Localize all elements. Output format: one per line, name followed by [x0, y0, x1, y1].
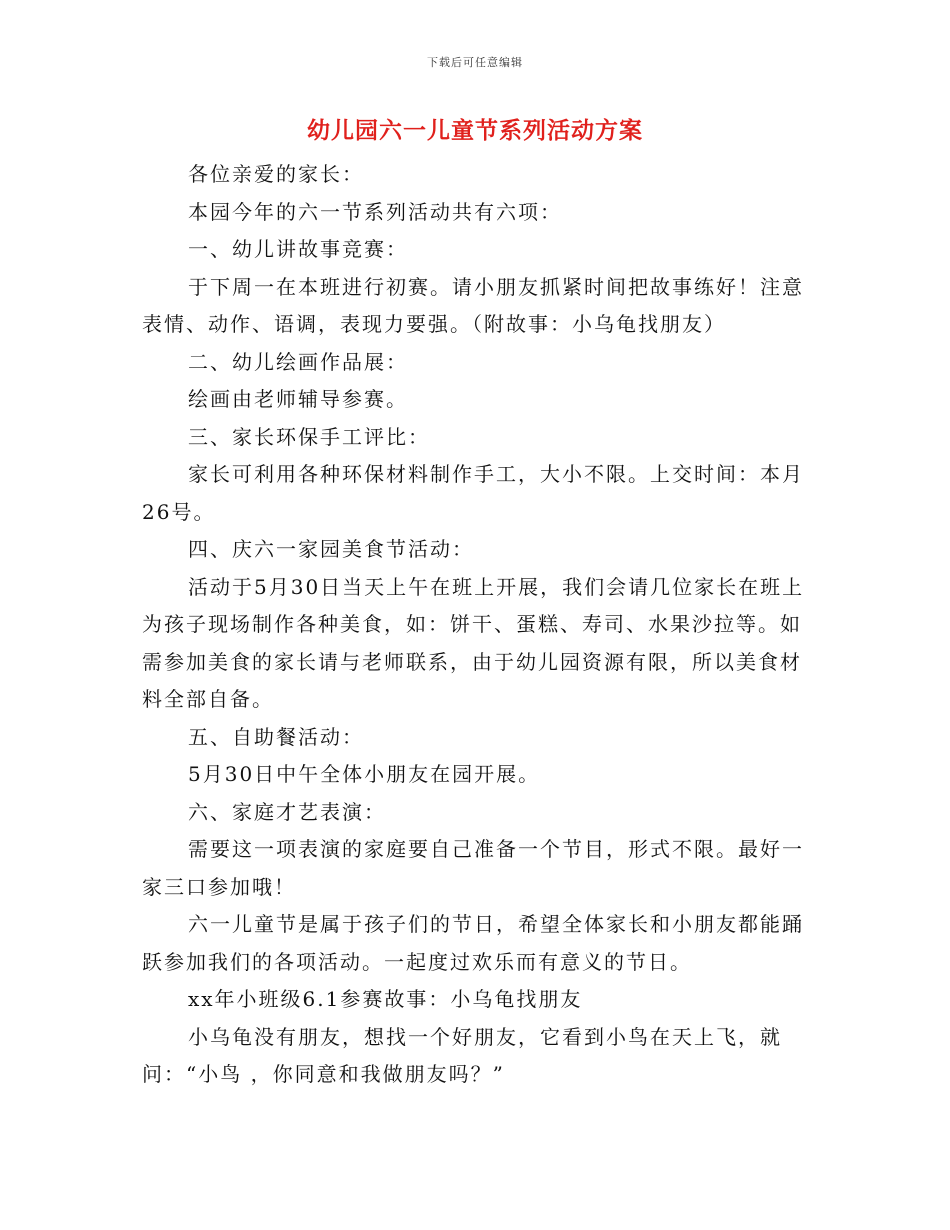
section-heading-6: 六、家庭才艺表演：	[188, 799, 386, 824]
story-title: xx年小班级6.1参赛故事：小乌龟找朋友	[188, 987, 583, 1011]
paragraph-closing: 六一儿童节是属于孩子们的节日，希望全体家长和小朋友都能踊跃参加我们的各项活动。一起度过欢乐而有意义的节日。	[142, 912, 804, 974]
paragraph-greeting: 各位亲爱的家长：	[188, 162, 364, 186]
section-body-4: 活动于5月30日当天上午在班上开展，我们会请几位家长在班上为孩子现场制作各种美食，如：饼干、蛋糕、寿司、水果沙拉等。如需参加美食的家长请与老师联系，由于幼儿园资源有限，所以美食材料全部自备。	[142, 574, 805, 711]
section-body-1: 于下周一在本班进行初赛。请小朋友抓紧时间把故事练好！注意表情、动作、语调，表现力要强。（附故事：小乌龟找朋友）	[142, 274, 804, 336]
section-heading-1: 一、幼儿讲故事竞赛：	[188, 237, 408, 261]
paragraph-intro: 本园今年的六一节系列活动共有六项：	[188, 199, 562, 224]
section-heading-2: 二、幼儿绘画作品展：	[188, 349, 408, 374]
section-body-5: 5月30日中午全体小朋友在园开展。	[188, 762, 541, 786]
section-heading-5: 五、自助餐活动：	[188, 724, 364, 749]
section-body-2: 绘画由老师辅导参赛。	[188, 387, 408, 411]
story-body: 小乌龟没有朋友，想找一个好朋友，它看到小鸟在天上飞，就问：“小鸟 ，你同意和我做朋友吗？”	[142, 1024, 782, 1086]
section-body-6: 需要这一项表演的家庭要自己准备一个节目，形式不限。最好一家三口参加哦！	[142, 837, 804, 899]
section-heading-3: 三、家长环保手工评比：	[188, 424, 430, 449]
document-body	[142, 156, 822, 1094]
section-body-3: 家长可利用各种环保材料制作手工，大小不限。上交时间：本月26号。	[142, 462, 804, 524]
page-header-note: 下载后可任意编辑	[427, 56, 523, 69]
document-title: 幼儿园六一儿童节系列活动方案	[307, 117, 643, 144]
section-heading-4: 四、庆六一家园美食节活动：	[188, 537, 474, 561]
